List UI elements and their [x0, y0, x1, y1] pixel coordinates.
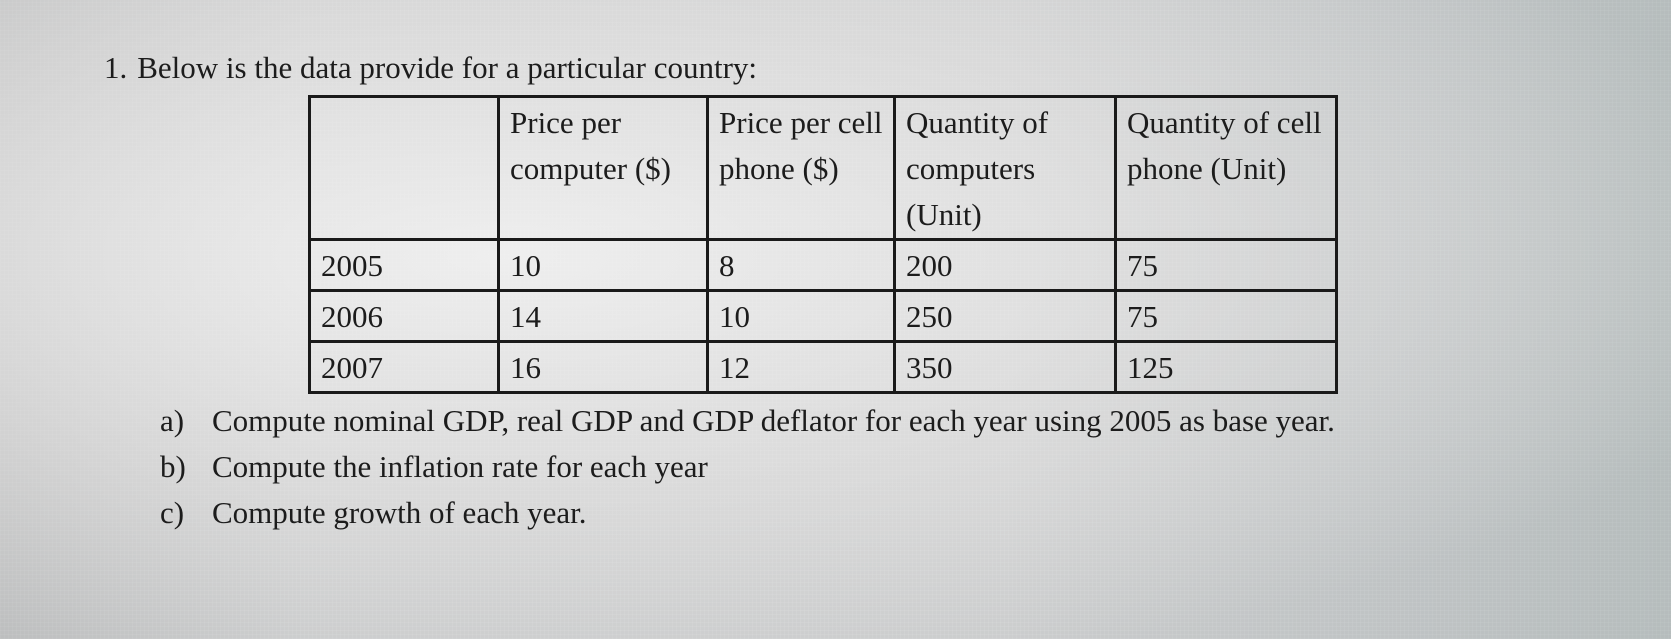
header-price-computer: Price per computer ($) — [499, 97, 708, 240]
table-header-row — [310, 97, 1337, 240]
sub-questions — [160, 398, 1452, 536]
question-number: 1. — [104, 50, 128, 85]
cell-quantity-computers: 250 — [895, 291, 1116, 342]
cell-price-computer: 14 — [499, 291, 708, 342]
header-price-cell-phone: Price per cell phone ($) — [708, 97, 895, 240]
cell-year: 2006 — [310, 291, 499, 342]
cell-price-cell-phone: 8 — [708, 240, 895, 291]
table-row — [310, 240, 1337, 291]
cell-year: 2005 — [310, 240, 499, 291]
cell-quantity-computers: 200 — [895, 240, 1116, 291]
header-quantity-cell-phone: Quantity of cell phone (Unit) — [1116, 97, 1337, 240]
sub-question-letter: a) — [160, 403, 185, 438]
sub-question-letter: b) — [160, 449, 186, 484]
data-table — [308, 95, 1338, 394]
sub-question-a — [160, 398, 1452, 444]
sub-question-text: Compute the inflation rate for each year — [212, 449, 708, 484]
cell-quantity-computers: 350 — [895, 342, 1116, 393]
cell-quantity-cell-phone: 75 — [1116, 291, 1337, 342]
header-quantity-computers: Quantity of computers (Unit) — [895, 97, 1116, 240]
question-text: Below is the data provide for a particular country: — [137, 50, 758, 85]
sub-question-text: Compute growth of each year. — [212, 495, 587, 530]
sub-question-b — [160, 444, 1452, 490]
cell-quantity-cell-phone: 75 — [1116, 240, 1337, 291]
cell-price-computer: 16 — [499, 342, 708, 393]
sub-question-c — [160, 490, 1452, 536]
cell-price-cell-phone: 12 — [708, 342, 895, 393]
cell-quantity-cell-phone: 125 — [1116, 342, 1337, 393]
header-year — [310, 97, 499, 240]
table-row — [310, 291, 1337, 342]
sub-question-letter: c) — [160, 495, 185, 530]
cell-price-computer: 10 — [499, 240, 708, 291]
sub-question-text: Compute nominal GDP, real GDP and GDP deflator for each year using 2005 as base year. — [212, 403, 1335, 438]
cell-year: 2007 — [310, 342, 499, 393]
cell-price-cell-phone: 10 — [708, 291, 895, 342]
table-row — [310, 342, 1337, 393]
question-heading — [104, 48, 757, 88]
